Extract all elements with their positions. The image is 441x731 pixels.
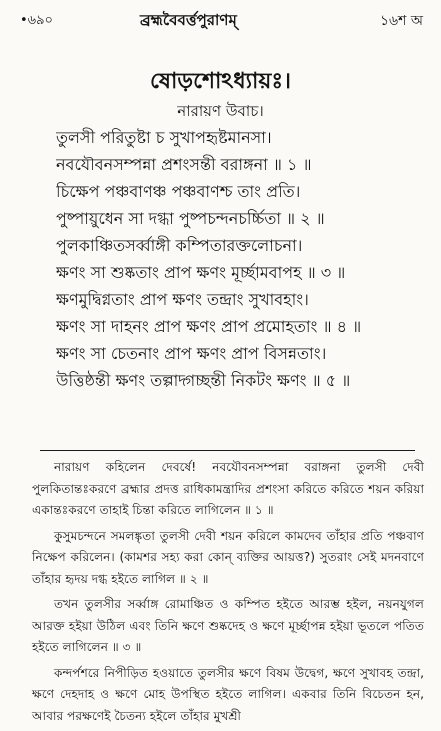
verse-line: ক্ষণং সা চেতনাং প্রাপ ক্ষণং প্রাপ বিসন্নতাং। xyxy=(56,344,327,363)
chapter-marker: ১৬শ অ xyxy=(379,13,423,29)
translation-paragraph: নারায়ণ কহিলেন দেবর্ষে! নবযৌবনসম্পন্না বরাঙ্গনা তুলসী দেবী পুলকিতান্তঃকরণে ব্রহ্মার প্রদত্ত রাধিকামন্ত্রাদির প্রশংসা করিতে করিতে শয়ন করিয়া একান্তঃকরণে তাহাই চিন্তা করিতে লাগিলেন ॥ ১ ॥ xyxy=(32,460,424,517)
verse-line: ক্ষণং সা দাহনং প্রাপ ক্ষণং প্রাপ প্রমোহতাং ॥ ৪ ॥ xyxy=(56,317,362,336)
running-header xyxy=(0,8,441,34)
verse-line: তুলসী পরিতুষ্টা চ সুখাপহৃষ্টমানসা। xyxy=(56,128,272,147)
sanskrit-verses xyxy=(56,124,428,394)
book-title: ব্রহ্মবৈবর্ত্তপুরাণম্ xyxy=(140,11,237,29)
verse-line: ক্ষণং সা শুষ্কতাং প্রাপ ক্ষণং মূর্চ্ছামবাপহ ॥ ৩ ॥ xyxy=(56,263,346,282)
bengali-translation xyxy=(32,457,424,731)
verse-line: চিক্ষেপ পঞ্চবাণঞ্চ পঞ্চবাণশ্চ তাং প্রতি। xyxy=(56,182,301,201)
verse-line: উত্তিষ্ঠন্তী ক্ষণং তল্পাদ্গচ্ছন্তী নিকটং ক্ষণং ॥ ৫ ॥ xyxy=(56,371,351,390)
chapter-title: ষোড়শোঽধ্যায়ঃ। xyxy=(150,69,291,94)
verse-line: পুলকাঞ্চিতসর্ব্বাঙ্গী কম্পিতারক্তলোচনা। xyxy=(56,236,303,255)
verse-line: নবযৌবনসম্পন্না প্রশংসন্তী বরাঙ্গনা ॥ ১ ॥ xyxy=(56,155,312,174)
translation-paragraph: কুসুমচন্দনে সমলঙ্কৃতা তুলসী দেবী শয়ন করিলে কামদেব তাঁহার প্রতি পঞ্চবাণ নিক্ষেপ করিলেন। (কামশর সহ্য করা কোন্ ব্যক্তির আয়ত্ত?) সুতরাং সেই মদনবাণে তাঁহার হৃদয় দগ্ধ হইতে লাগিল ॥ ২ ॥ xyxy=(32,528,424,586)
verse-line: ক্ষণমুদ্বিগ্নতাং প্রাপ ক্ষণং তন্দ্রাং সুখাবহাং। xyxy=(56,290,309,309)
translation-paragraph: তখন তুলসীর সর্ব্বাঙ্গ রোমাঞ্চিত ও কম্পিত হইতে আরম্ভ হইল, নয়নযুগল আরক্ত হইয়া উঠিল এবং তিনি ক্ষণে শুষ্কদেহ ও ক্ষণে মূর্চ্ছাপন্ন হইয়া ভূতলে পতিত হইতে লাগিলেন ॥ ৩ ॥ xyxy=(32,597,424,654)
translation-paragraph: কন্দর্পশরে নিপীড়িত হওয়াতে তুলসীর ক্ষণে বিষম উদ্বেগ, ক্ষণে সুখাবহ তন্দ্রা, ক্ষণে দেহদাহ ও ক্ষণে মোহ উপস্থিত হইতে লাগিল। একবার তিনি বিচেতন হন, আবার পরক্ষণেই চৈতন্য হইলে তাঁহার মুখশ্রী xyxy=(32,665,424,723)
verse-line: পুষ্পায়ুধেন সা দগ্ধা পুষ্পচন্দনচর্চ্চিতা ॥ ২ ॥ xyxy=(56,209,325,228)
page-number: •৬৯০ xyxy=(20,13,54,28)
section-divider xyxy=(40,450,415,451)
speaker-line: নারায়ণ উবাচ। xyxy=(177,102,264,120)
